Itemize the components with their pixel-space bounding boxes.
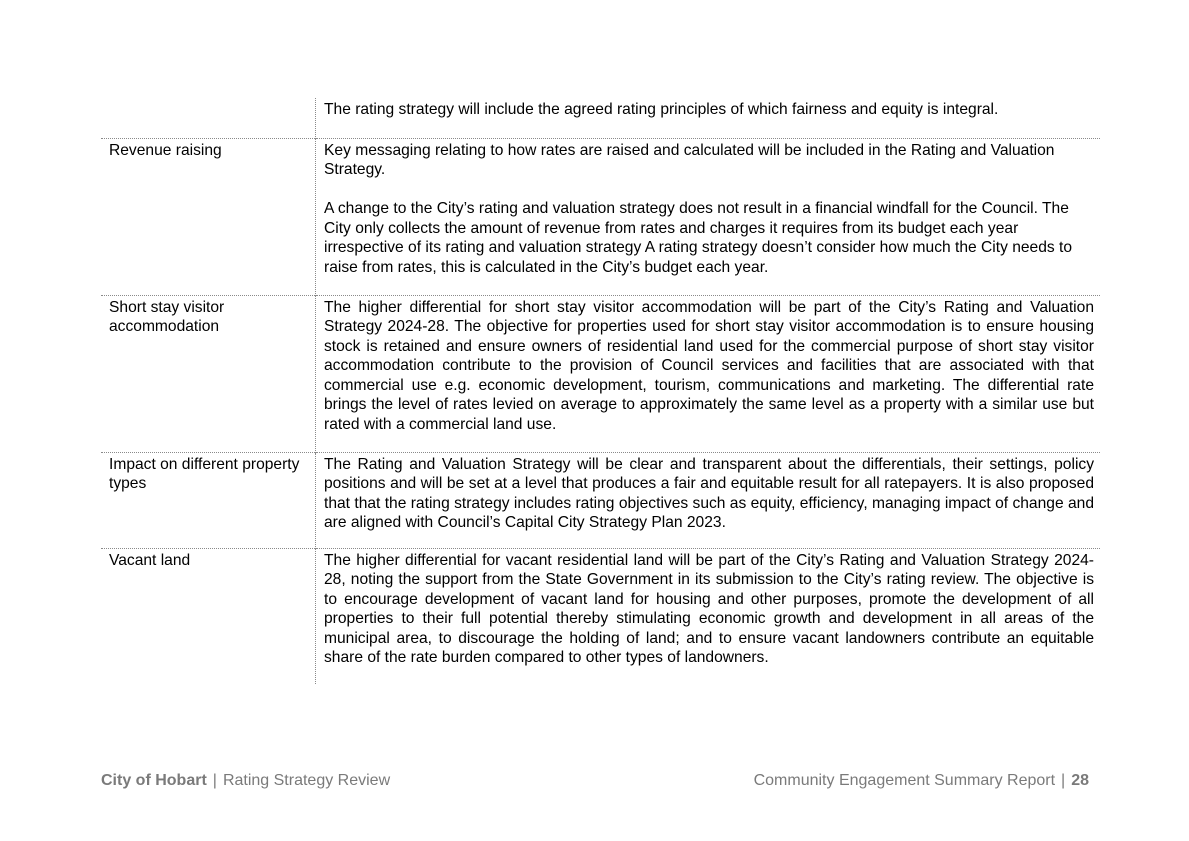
row-label: Impact on different property types [101, 452, 316, 548]
footer-separator: | [1061, 772, 1066, 789]
row-content [316, 548, 1101, 684]
footer-report-title: Community Engagement Summary Report [753, 772, 1056, 789]
row-content [316, 295, 1101, 452]
footer-org: City of Hobart [101, 772, 207, 789]
table-row [101, 452, 1100, 548]
row-content [316, 98, 1101, 138]
row-content [316, 138, 1101, 295]
footer-separator: | [212, 772, 217, 789]
table-row [101, 295, 1100, 452]
paragraph: The rating strategy will include the agreed rating principles of which fairness and equity is integral. [324, 101, 999, 118]
table-row [101, 138, 1100, 295]
page-number: 28 [1071, 772, 1089, 789]
paragraph: Key messaging relating to how rates are raised and calculated will be included in the Rating and Valuation Strategy. [324, 141, 1055, 179]
table-row [101, 98, 1100, 138]
footer-right [754, 772, 1089, 790]
row-content [316, 452, 1101, 548]
footer-doc-title: Rating Strategy Review [222, 772, 391, 789]
row-label: Revenue raising [101, 138, 316, 295]
table-row [101, 548, 1100, 684]
paragraph: The higher differential for vacant residential land will be part of the City’s Rating and Valuation Strategy 2024-28, noting the support from the State Government in its submission to the City’s rating review. The objective is to encourage development of vacant land for housing and other purposes, promote the development of all properties to their full potential thereby stimulating economic growth and development in all areas of the municipal area, to discourage the holding of land; and to ensure vacant landowners contribute an equitable share of the rate burden compared to other types of landowners. [324, 551, 1094, 667]
row-label: Short stay visitor accommodation [101, 295, 316, 452]
paragraph: The higher differential for short stay visitor accommodation will be part of the City’s Rating and Valuation Strategy 2024-28. The objective for properties used for short stay visitor accommodation is to ensure housing stock is retained and ensure owners of residential land used for the commercial purpose of short stay visitor accommodation contribute to the provision of Council services and facilities that are associated with that commercial use e.g. economic development, tourism, communications and marketing. The differential rate brings the level of rates levied on average to approximately the same level as a property with a similar use but rated with a commercial land use. [324, 298, 1094, 434]
paragraph: A change to the City’s rating and valuation strategy does not result in a financial windfall for the Council. The City only collects the amount of revenue from rates and charges it requires from its budget each year irrespective of its rating and valuation strategy A rating strategy doesn’t consider how much the City needs to raise from rates, this is calculated in the City’s budget each year. [324, 200, 1073, 277]
paragraph: The Rating and Valuation Strategy will be clear and transparent about the differentials, their settings, policy positions and will be set at a level that produces a fair and equitable result for all ratepayers. It is also proposed that that the rating strategy includes rating objectives such as equity, efficiency, managing impact of change and are aligned with Council’s Capital City Strategy Plan 2023. [324, 455, 1094, 532]
strategy-table [101, 98, 1100, 684]
row-label [101, 98, 316, 138]
row-label: Vacant land [101, 548, 316, 684]
footer-left [101, 772, 390, 790]
